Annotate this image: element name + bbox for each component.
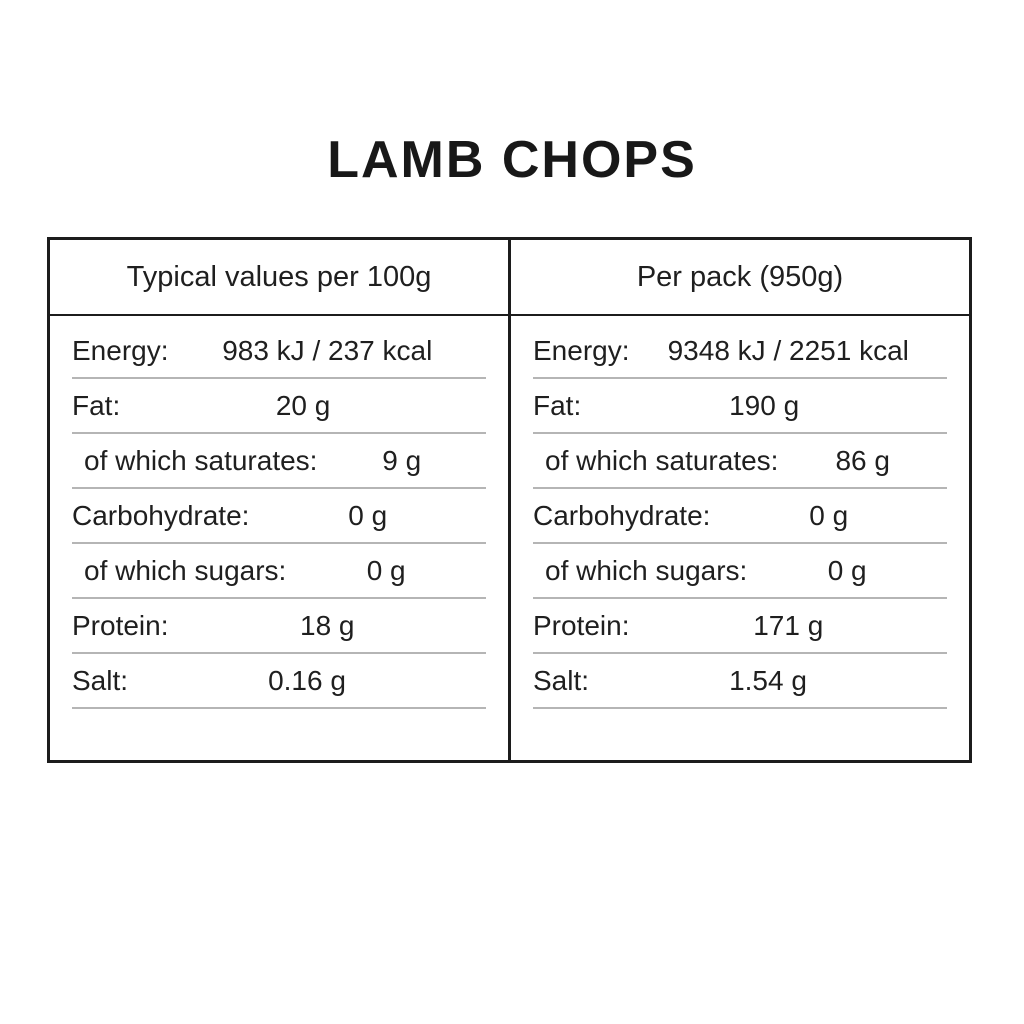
- nutrient-value: 0.16 g: [268, 664, 346, 696]
- table-row: [533, 599, 947, 654]
- table-row: [533, 324, 947, 379]
- table-row: [72, 654, 486, 709]
- nutrient-value: 0 g: [827, 554, 867, 586]
- nutrient-value: 9348 kJ / 2251 kcal: [667, 334, 909, 366]
- nutrient-value: 190 g: [729, 389, 800, 421]
- rows-per-100g: [50, 316, 508, 709]
- nutrient-value: 171 g: [753, 609, 824, 641]
- nutrient-label: of which saturates:: [545, 444, 779, 476]
- nutrient-value: 20 g: [275, 389, 331, 421]
- table-row: [72, 434, 486, 489]
- table-row: [533, 379, 947, 434]
- nutrient-label: Salt:: [533, 664, 590, 696]
- column-per-pack: [508, 240, 969, 760]
- nutrient-label: Salt:: [72, 664, 129, 696]
- nutrient-label: Protein:: [72, 609, 169, 641]
- nutrient-label: Protein:: [533, 609, 630, 641]
- column-header-per-pack: [511, 240, 969, 316]
- nutrient-label: Fat:: [533, 389, 582, 421]
- product-title: LAMB CHOPS: [327, 131, 697, 189]
- column-header-label: Typical values per 100g: [126, 260, 432, 293]
- table-row: [533, 544, 947, 599]
- column-header-per-100g: [50, 240, 508, 316]
- nutrient-label: of which saturates:: [84, 444, 318, 476]
- table-row: [72, 379, 486, 434]
- nutrient-label: of which sugars:: [545, 554, 748, 586]
- table-row: [72, 599, 486, 654]
- column-per-100g: [50, 240, 508, 760]
- nutrient-value: 983 kJ / 237 kcal: [222, 334, 433, 366]
- rows-per-pack: [511, 316, 969, 709]
- nutrient-value: 0 g: [809, 499, 849, 531]
- table-row: [72, 489, 486, 544]
- nutrition-table: [47, 237, 972, 763]
- nutrient-label: Fat:: [72, 389, 121, 421]
- table-row: [533, 654, 947, 709]
- column-header-label: Per pack (950g): [636, 260, 844, 293]
- table-row: [533, 489, 947, 544]
- table-row: [533, 434, 947, 489]
- nutrient-value: 86 g: [835, 444, 890, 476]
- nutrient-value: 1.54 g: [729, 664, 807, 696]
- table-row: [72, 544, 486, 599]
- nutrient-value: 0 g: [348, 499, 388, 531]
- nutrient-value: 0 g: [366, 554, 406, 586]
- nutrient-label: Energy:: [533, 334, 630, 366]
- nutrient-value: 18 g: [300, 609, 355, 641]
- nutrient-label: Energy:: [72, 334, 169, 366]
- nutrient-label: of which sugars:: [84, 554, 287, 586]
- nutrient-label: Carbohydrate:: [72, 499, 250, 531]
- nutrient-label: Carbohydrate:: [533, 499, 711, 531]
- nutrient-value: 9 g: [382, 444, 422, 476]
- table-row: [72, 324, 486, 379]
